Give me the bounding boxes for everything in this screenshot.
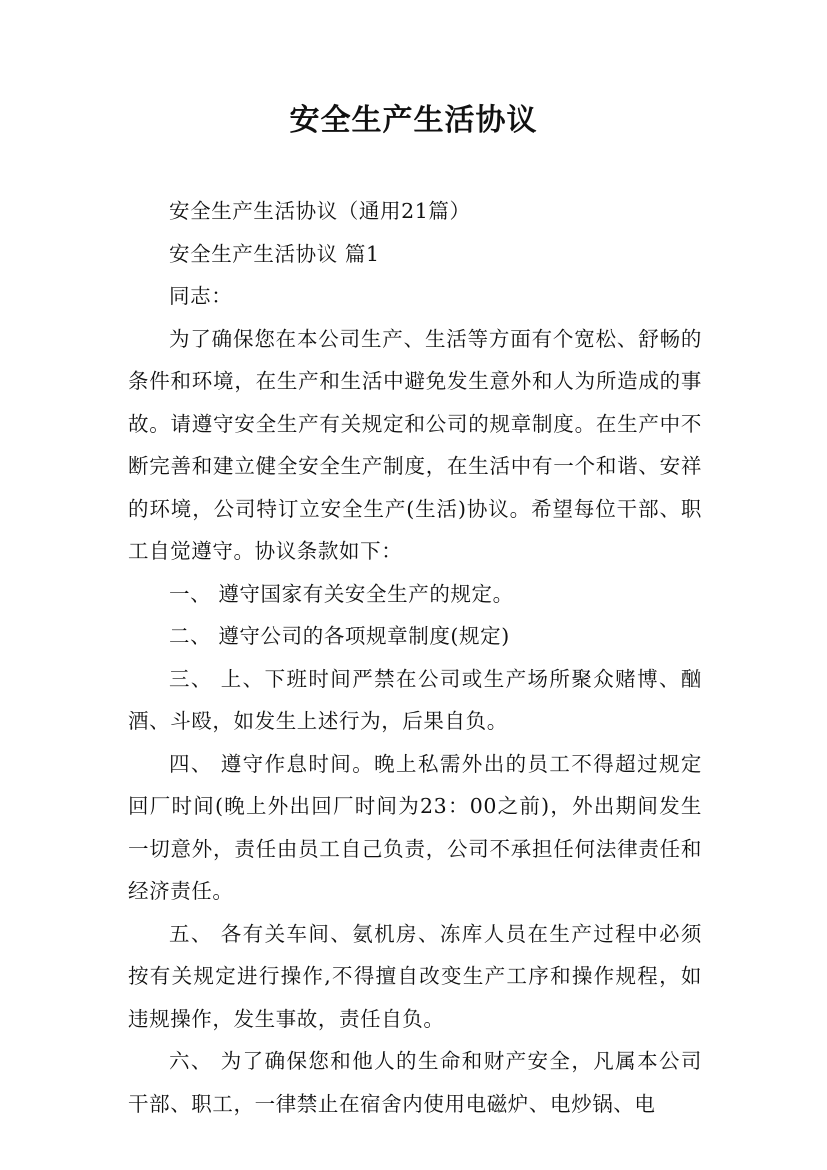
paragraph-clause-2: 二、 遵守公司的各项规章制度(规定) xyxy=(169,624,510,648)
document-title: 安全生产生活协议 xyxy=(289,103,538,138)
paragraph-subtitle: 安全生产生活协议（通用21篇） xyxy=(169,199,471,223)
paragraph-clause-6: 六、 为了确保您和他人的生命和财产安全，凡属本公司干部、职工，一律禁止在宿舍内使用电磁炉、电炒锅、电 xyxy=(128,1049,702,1116)
document-body xyxy=(128,190,702,1125)
paragraph-clause-5: 五、 各有关车间、氨机房、冻库人员在生产过程中必须按有关规定进行操作,不得擅自改变生产工序和操作规程，如违规操作，发生事故，责任自负。 xyxy=(128,921,702,1031)
paragraph-intro: 为了确保您在本公司生产、生活等方面有个宽松、舒畅的条件和环境，在生产和生活中避免发生意外和人为所造成的事故。请遵守安全生产有关规定和公司的规章制度。在生产中不断完善和建立健全安全生产制度，在生活中有一个和谐、安祥的环境，公司特订立安全生产(生活)协议。希望每位干部、职工自觉遵守。协议条款如下： xyxy=(128,326,702,563)
paragraph-clause-1: 一、 遵守国家有关安全生产的规定。 xyxy=(169,581,514,606)
paragraph-clause-4: 四、 遵守作息时间。晚上私需外出的员工不得超过规定回厂时间(晚上外出回厂时间为23：00之前)，外出期间发生一切意外，责任由员工自己负责，公司不承担任何法律责任和经济责任。 xyxy=(128,751,702,903)
paragraph-salutation: 同志： xyxy=(169,284,233,308)
paragraph-section-heading: 安全生产生活协议 篇1 xyxy=(169,241,380,266)
paragraph-clause-3: 三、 上、下班时间严禁在公司或生产场所聚众赌博、酗酒、斗殴，如发生上述行为，后果自负。 xyxy=(128,666,702,733)
